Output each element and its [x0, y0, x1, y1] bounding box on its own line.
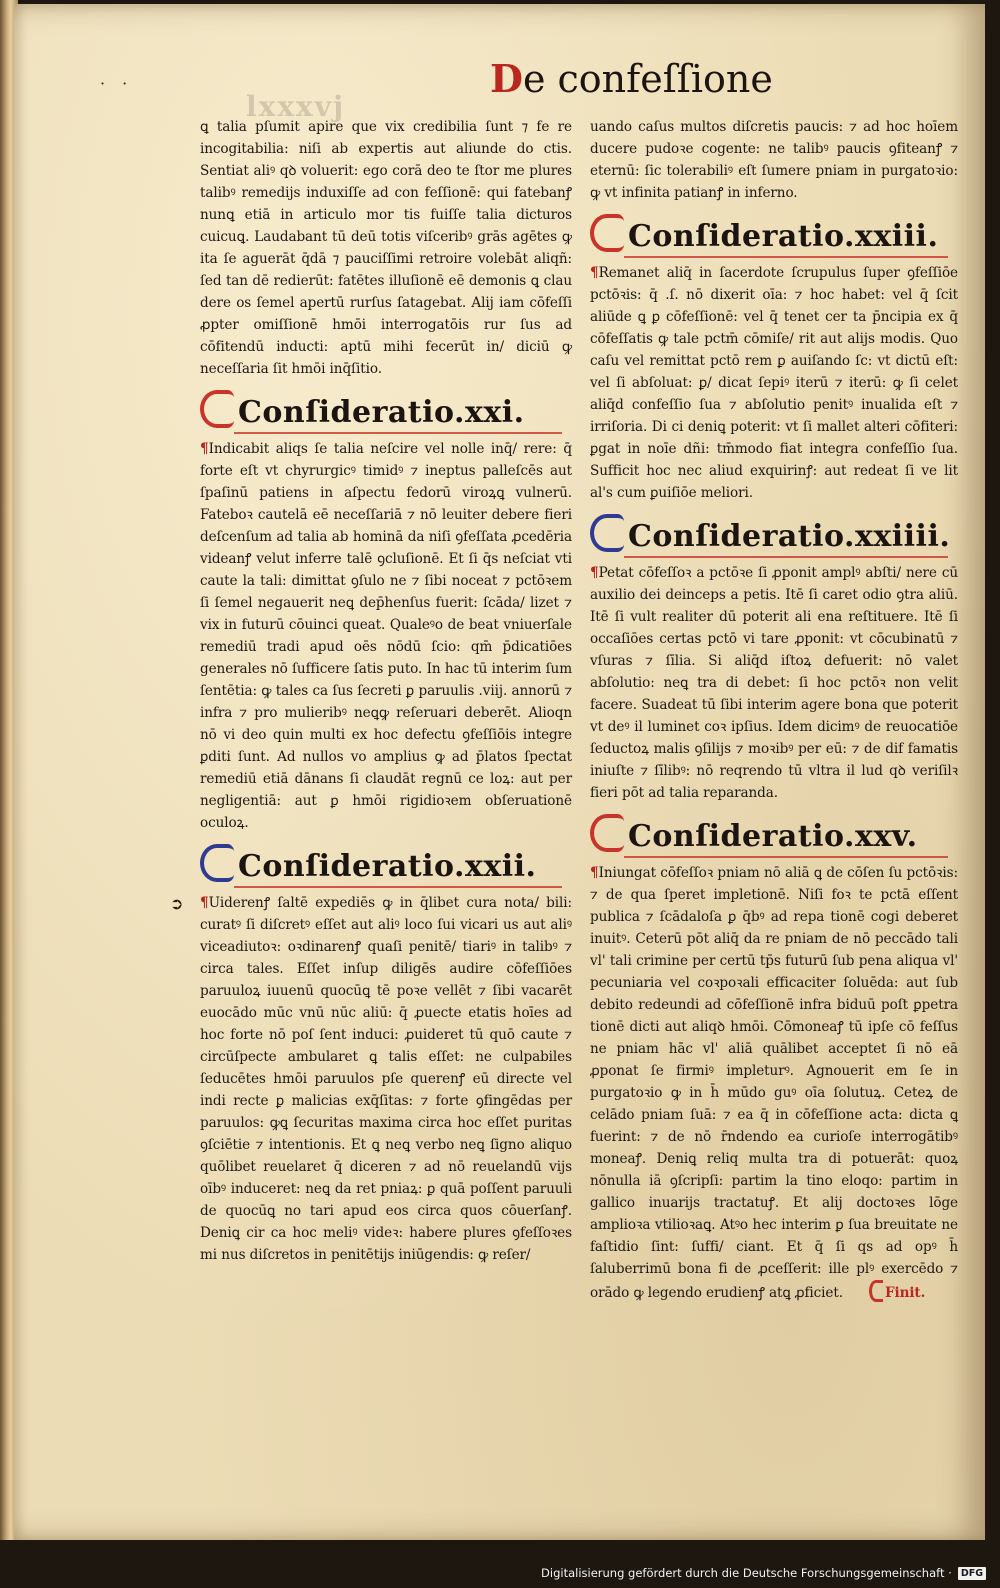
section-heading-xxv [590, 814, 958, 856]
pilcrow-icon: ¶ [590, 865, 599, 881]
paragraph-text: Petat cōfeſſoꝛ a pctōꝛe ſi ꝓponit amplꝰ abſti/ nere cū auxilio dei deinceps a petis. Itē ſi caret odio ꝯtra aliū. Itē ſi vult realiter dū poterit ali ena reſtituere. Itē ſi occaſiōes certas pctō vi tare ꝓponit: vt cōcubinatū ⁊ vſuras ⁊ ſīlia. Si aliq̄d iſtoꝝ defuerit: nō valet abſolutio: neꝗ tra di debet: ſi hoc pctōꝛ non velit facere. Suadeat tū ſibi interim agere bona que poterit vt deꝰ il luminet coꝛ ipſius. Idem dicimꝰ de reuocatiōe ſeductoꝝ malis ꝯſilijs ⁊ moꝛibꝰ per eū: ⁊ de dif famatis iniuſte ⁊ ſīlibꝰ: nō reqrendo tū vltra il lud qꝺ veriſilꝛ fieri pōt ad talia reparanda. [590, 565, 958, 801]
pilcrow-icon: ¶ [590, 265, 599, 281]
pilcrow-icon: ¶ [590, 565, 599, 581]
finit-text: Finit. [884, 1285, 926, 1301]
section-heading-xxiiii [590, 514, 958, 556]
heading-underline [234, 886, 562, 888]
section-heading-xxii [200, 844, 572, 886]
running-head-initial: D [490, 56, 523, 101]
funding-footer [541, 1566, 986, 1580]
section-heading-xxi [200, 390, 572, 432]
heading-text: Conſideratio.xxiiii. [628, 519, 951, 554]
red-initial-icon [590, 814, 624, 852]
bleed-through-folio: lxxxvj [246, 90, 346, 123]
running-head-text: e confeſſione [522, 57, 773, 101]
left-column [200, 116, 572, 1266]
red-initial-icon [869, 1280, 883, 1302]
paragraph-text: Remanet aliq̄ in ſacerdote ſcrupulus ſuper ꝯfeſſiōe pctōꝛis: q̄ .ſ. nō dixerit oīa: ⁊ hoc habet: vel q̄ ſcit aliūde ꝗ ꝑ cōfeſſionē: vel q̄ tenet cer ta p̄ncipia ex q̄ cōfeſſatis ꝙ tale pctm̄ cōmiſe/ rit aut alijs modis. Quo caſu vel remittat pctō rem ꝑ auiſando ſc: vt dictū eſt: vel ſi abſoluat: ꝑ/ dicat ſepiꝰ iterū ⁊ iterū: ꝙ ſi celet aliq̄d confeſſio ſua ⁊ abſolutio penitꝰ inualida eſt ⁊ irriſoria. Di ci deniꝗ poterit: vt ſi mallet alteri cōfiteri: ꝑgat in noīe dñi: tm̄modo fiat integra confeſſio ſua. Sufficit hoc nec aliud exquirinꝭ: aut redeat ſi ve lit al's cum ꝑuiſiōe meliori. [590, 265, 958, 501]
left-paragraph-3 [200, 892, 572, 1266]
footer-text: Digitalisierung gefördert durch die Deutsche Forschungsgemeinschaft · [541, 1566, 952, 1580]
paragraph-text: Indicabit aliqs ſe talia neſcire vel nolle inq̄/ rere: q̄ forte eſt vt chyrurgicꝰ timidꝰ ⁊ ineptus palleſcēs aut ſpaſinū patiens in aſpectu fedorū viroꝝꝗ vulnerū. Fateboꝛ cautelā eē neceſſariā ⁊ nō leuiter debere fieri deſcenſum ad talia ab hominā da niſi ꝯfeſſata ꝓcedēria videanꝭ velut inferre talē ꝯcluſionē. Et ſi q̄s neſciat vti caute la tali: dimittat ꝯſulo ne ⁊ ſibi noceat ⁊ pctōꝛem ſi ſemel negauerit neꝗ dep̄henſus fuerit: ſcāda/ lizet ⁊ vix in futurū cōuinci queat. Qualeꝰo de beat vniuerſale remediū tradi apud oēs nōdū ſcio: qm̄ p̄dicatiōes generales nō ſufficere ſatis puto. In hac tū interim ſum ſentētia: ꝙ tales ca ſus ſecreti ꝑ paruulis .viij. annorū ⁊ infra ⁊ pro mulieribꝰ neꝗꝙ reſeruari deberēt. Alioqn nō vi deo quin multi ex hoc defectu ꝯfeſſiōis integre ꝑditi ſunt. Ad nullos vo amplius ꝙ ad p̄latos ſpectat remediū etiā dānans ſi claudāt regnū ce loꝝ: aut per negligentiā: aut ꝑ hmōi rigidioꝛem obſeruationē oculoꝝ. [200, 441, 572, 831]
heading-text: Conſideratio.xxiii. [628, 219, 939, 254]
left-paragraph-1: ꝗ talia pſumit apire que vix credibilia ſunt ⁊ fe re incogitabilia: niſi ab expertis aut aliunde do ctis. Sentiat aliꝰ qꝺ voluerit: ego corā deo te ſtor me plures talibꝰ remedijs induxiſſe ad con feſſionē: qui fatebanꝭ nunꝗ etiā in articulo mor tis fuiſſe talia dicturos cuicuꝗ. Laudabant tū deū totis viſceribꝰ grās agētes ꝙ ita ſe aguerāt q̄dā ⁊ pauciſſimi retroire volebāt aliqñ: ſed tan dē redierūt: fatētes illuſionē eē demonis ꝗ clau dere os ſemel apertū rurſus ſatagebat. Alij iam cōfeſſi ꝓpter omiſſionē hmōi interrogatōis rur ſus ad cōfitendū inducti: aptū mihi fecerūt in/ diciū ꝙ neceſſaria ſit hmōi inq̄ſitio. [200, 119, 572, 377]
red-initial-icon [590, 214, 624, 252]
footer-bar [0, 1540, 1000, 1588]
finit-label [869, 1285, 925, 1301]
dfg-logo-icon: DFG [958, 1567, 986, 1580]
right-paragraph-1: uando caſus multos diſcretis paucis: ⁊ ad hoc hoīem ducere pudoꝛe cogente: ne talibꝰ paucis ꝯfiteanꝭ ⁊ eternū: ſic tolerabiliꝰ eſt ſumere pniam in purgatoꝛio: ꝙ vt infinita patianꝭ in inferno. [590, 119, 958, 201]
section-heading-xxiii [590, 214, 958, 256]
paragraph-text: Uiderenꝭ ſaltē expediēs ꝙ in q̄libet cura nota/ bili: curatꝰ ſi diſcretꝰ eſſet aut aliꝰ loco ſui vicari us aut aliꝰ viceadiutoꝛ: oꝛdinarenꝭ quaſi penitē/ tiariꝰ in talibꝰ ⁊ circa tales. Eſſet inſup diligēs audire cōfeſſiōes paruuloꝝ iuuenū quocūꝗ tē poꝛe vellēt ⁊ ſibi vacarēt euocādo mūc vnū nūc aliū: q̄ ꝓuecte etatis hoīes ad hoc forte nō poſ ſent induci: ꝓuideret tū quō caute ⁊ circūſpecte ambularet ꝗ talis eſſet: ne culpabiles ſeducētes hmōi paruulos pſe querenꝭ eū directe vel indi recte ꝑ malicias exq̄ſitas: ⁊ forte ꝯfingēdas per paruulos: ꝙꝗ ſecuritas maxima circa hoc eſſet puritas ꝯſciētie ⁊ intentionis. Et ꝗ neꝗ verbo neꝗ ſigno aliquo quōlibet reuelaret q̄ diceren ⁊ ad nō reuelandū vijs oībꝰ induceret: neꝗ da ret pniaꝝ: ꝑ quā poſſent paruuli de quocūꝗ no tari apud eos circa quos cōuerſanꝭ. Deniꝗ cir ca hoc meliꝰ videꝛ: habere plures ꝯfeſſoꝛes mi nus diſcretos in penitētijs iniūgendis: ꝙ reſer/ [200, 895, 572, 1263]
right-paragraph-3 [590, 562, 958, 804]
right-column [590, 116, 958, 1304]
blue-initial-icon [590, 514, 624, 552]
right-paragraph-2 [590, 262, 958, 504]
heading-text: Conſideratio.xxi. [238, 395, 525, 430]
margin-mark: · · [100, 74, 134, 93]
margin-pointer-icon: ➲ [170, 894, 184, 913]
paragraph-text: Iniungat cōfeſſoꝛ pniam nō aliā ꝗ de cōſen ſu pctōꝛis: ⁊ de qua ſperet impletionē. Niſi foꝛ te pctā eſſent publica ⁊ ſcādaloſa ꝑ q̄bꝰ ad repa tionē cogi deberet inuitꝰ. Ceterū pōt aliq̄ da re pniam de nō peccādo tali vl' tali crimine per certū tp̄s futurū ſub pena aliqua vl' pecuniaria vel coꝛpoꝛali efficaciter ſoluēda: aut ſub debito redeundi ad cōfeſſionē infra biduū poſt ꝑpetra tionē dicti aut aliqꝺ hmōi. Cōmoneaꝭ tū ipſe cō feſſus ne pniam hāc vl' aliā quālibet acceptet ſi nō eā ꝓponat ſe firmiꝰ impleturꝰ. Agnouerit em ſe in purgatoꝛio ꝙ in h̄ mūdo guꝰ oīa ſolutuꝝ. Ceteꝝ de celādo pniam ſuā: ⁊ ea q̄ in cōfeſſione acta: dicta ꝗ fuerint: ⁊ de nō r̄ndendo ea curioſe interrogātibꝰ moneaꝭ. Deniꝗ reliq multa tra di potuerāt: quoꝝ nōnulla iā ꝯſcripſi: partim la tino eloqo: partim in gallico inuarijs tractatuꝭ. Et alij doctoꝛes lōge amplioꝛa vtilioꝛaꝗ. Atꝰo hec interim ꝑ ſua breuitate ne faſtidio ſint: ſuffi/ ciant. Et q̄ ſi qs ad opꝰ h̄ ſaluberrimū bona fi de ꝓceſſerit: ille plꝰ exercēdo ⁊ orādo ꝙ legendo erudienꝭ atꝗ ꝓficiet. [590, 865, 958, 1301]
heading-text: Conſideratio.xxii. [238, 849, 537, 884]
heading-underline [234, 432, 562, 434]
heading-underline [624, 856, 948, 858]
blue-initial-icon [200, 844, 234, 882]
right-paragraph-4 [590, 862, 958, 1304]
left-paragraph-2 [200, 438, 572, 834]
running-head [490, 56, 773, 101]
red-initial-icon [200, 390, 234, 428]
heading-underline [624, 556, 948, 558]
pilcrow-icon: ¶ [200, 895, 209, 911]
heading-underline [624, 256, 948, 258]
pilcrow-icon: ¶ [200, 441, 209, 457]
heading-text: Conſideratio.xxv. [628, 819, 918, 854]
